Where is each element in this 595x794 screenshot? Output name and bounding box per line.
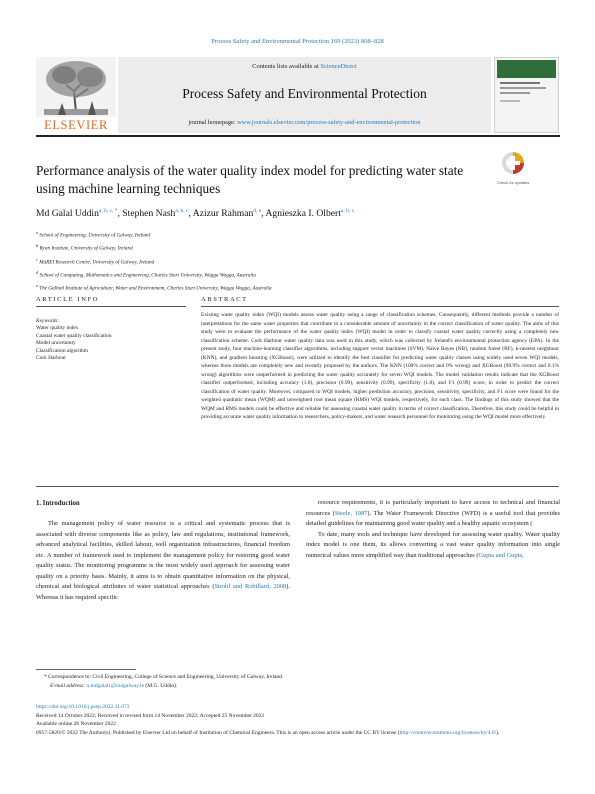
citation-link[interactable]: Gupta and Gupta, [478,551,524,559]
elsevier-wordmark: ELSEVIER [44,118,108,132]
journal-title: Process Safety and Environmental Protection [182,86,427,101]
correspondence-text: * Correspondence to: Civil Engineering, College of Science and Engineering, University of Galway, Ireland. [44,674,284,680]
doi-link[interactable]: https://doi.org/10.1016/j.psep.2022.11.073 [36,704,130,710]
affiliation-item [36,228,556,241]
keyword-item: Water quality index [36,325,79,331]
article-title: Performance analysis of the water quality index model for predicting water state using machine learning techniques [36,163,464,196]
correspondence-footnote [36,673,556,691]
contents-line: Contents lists available at ScienceDirect [252,63,357,70]
received-line: Received 14 October 2022; Received in revised form 14 November 2022; Accepted 25 November 2022 [36,712,265,719]
author-affiliation-marks[interactable]: a, b, c [340,208,355,214]
introduction-column-1 [36,519,290,603]
author-name: Md Galal Uddin [36,208,99,220]
affiliation-list [36,228,556,295]
paragraph: To date, many tools and technique have developed for assessing water quality. Water quality index model is one them, its allows converting a vast water quality information into single numerical values more simplified way than traditional approaches (Gupta and Gupta, [306,530,560,559]
author-affiliation-marks[interactable]: d, e [253,208,262,214]
affiliation-item [36,255,556,268]
affiliation-item [36,281,556,294]
article-info-heading: ARTICLE INFO [36,296,100,303]
license-line: 0957-5820/© 2022 The Author(s). Published by Elsevier Ltd on behalf of Institution of Chemical Engineers. This is an open access article under the CC BY license (http://creativecommons.org/licenses/by/4.0/). [36,729,500,736]
crossmark-label: Check for updates [496,180,530,185]
citation-link[interactable]: Steele, 1987 [334,509,368,517]
cover-banner [497,60,556,78]
abstract-bottom-rule [36,486,559,487]
keywords-heading: Keywords: [36,318,60,324]
available-line: Available online 28 November 2022 [36,721,116,728]
introduction-heading: 1. Introduction [36,500,80,507]
affiliation-mark: c [36,256,38,262]
keywords-list [36,325,186,363]
affiliation-text: School of Computing, Mathematics and Engineering, Charles Sturt University, Wagga Wagga, Australia [39,272,256,279]
homepage-link[interactable]: www.journals.elsevier.com/process-safety-and-environmental-protection [237,119,421,126]
affiliation-text: The Gulbali Institute of Agriculture, Water and Environment, Charles Sturt University, Wagga Wagga, Australia [39,286,272,293]
affiliation-text: Ryan Institute, University of Galway, Ireland [39,246,133,253]
paragraph: The management policy of water resource is a critical and systematic process that is associated with diverse components like as policy, law and regulations, institutional framework, advanced analytical facilities, skilled labour, well organization infrastructures, financial freedom etc. A number of framework used to implement the management policy for restoring good water quality status. The monitoring programme is the most widely used approach for assessing water quality on a priority basis. Mainly, it aims is to obtain quantitative information on the physical, chemical and biological attributes of water statistical approaches (Strobl and Robillard, 2008). Whereas it has required specific [36,520,290,601]
email-link[interactable]: u.mdgalal1@nuigalway.ie [86,683,145,689]
author-name: Azizur Rahman [192,208,254,220]
abstract-text: Existing water quality index (WQI) models assess water quality using a range of classification schemes. Consequently, different methods provide a number of interpretations for the same water properties that contribute to a considerable amount of uncertainty in the correct classification of water quality. The aims of this study were to evaluate the performance of the water quality index (WQI) model in order to classify coastal water quality correctly using a completely new classification scheme. Cork Harbour water quality data was used in this study, which was collected by Ireland's environmental protection agency (EPA). In the present study, four machine-learning classifier algorithms, including support vector machines (SVM), Naïve Bayes (NB), random forest (RF), k-nearest neighbour (KNN), and gradient boosting (XGBoost), were utilized to identify the best classifier for predicting water quality classes using widely used seven WQI models, whereas three models are completely new and recently proposed by the authors. The KNN (100% correct and 0% wrong) and XGBoost (99.9% correct and 0.1% wrong) algorithms were outperformed in predicting the water quality accurately for seven WQI models. The model validation results indicate that the XGBoost classifier outperformed, including accuracy (1.0), precision (0.99), sensitivity (0.99), specificity (1.0), and F1 (0.99) score, in order to predict the correct classification of water quality. Moreover, compared to WQI models, higher prediction accuracy, precision, sensitivity, specificity, and F1 score were found for the weighted quadratic mean (WQM) and unweighted root mean square (RMS) WQI models, respectively, for each class. The findings of this study showed that the WQM and RMS models could be effective and reliable for assessing coastal water quality in terms of correct classification. Therefore, this study could be helpful in providing accurate water quality information to researchers, policy-makers, and water research personnel for monitoring using the WQI model more effectively. [201,312,559,420]
keyword-item: Cork Harbour [36,355,67,361]
header-rule [36,135,560,137]
publication-info [36,703,560,737]
abstract-rule [201,306,559,307]
author-affiliation-marks[interactable]: a, b, c [175,208,189,214]
citation-link[interactable]: Strobl and Robillard, 2008 [214,583,287,590]
keyword-item: Model uncertainty [36,340,76,346]
introduction-column-2 [306,498,560,561]
keyword-item: Classification algorithm [36,347,88,354]
cover-text-lines [500,82,548,112]
email-line: E-mail address: u.mdgalal1@nuigalway.ie (M.G. Uddin). [50,683,178,689]
keyword-item: Coastal water quality classification [36,332,112,339]
crossmark-icon[interactable] [500,150,526,180]
affiliation-item [36,268,556,281]
author-affiliation-marks[interactable]: a, b, c, * [98,208,118,214]
author-name: Agnieszka I. Olbert [265,208,341,220]
homepage-line: journal homepage: www.journals.elsevier.com/process-safety-and-environmental-protection [188,119,421,126]
paragraph: resource requirements, it is particularly important to have access to technical and financial resources (Steele, 1987). The Water Framework Directive (WFD) is a useful tool that provides detailed guidelines for maintaining good water quality and a healthy aquatic ecosystem ( [306,499,561,527]
author-list: Md Galal Uddin$^{a, b, c, *}$, Stephen Nash$^{a, b, c}$, Azizur Rahman$^{d, e}$, Agnieszka I. Olbert$^{a, b, c}$ [36,208,355,220]
affiliation-text: School of Engineering, University of Galway, Ireland [39,232,150,239]
affiliation-mark: b [36,243,39,249]
affiliation-mark: d [36,269,39,275]
affiliation-text: MaREI Research Centre, University of Galway, Ireland [39,259,155,266]
journal-reference[interactable]: Process Safety and Environmental Protection 169 (2023) 808–828 [211,38,384,45]
abstract-heading: ABSTRACT [201,296,248,303]
affiliation-item [36,241,556,254]
affiliation-mark: a [36,230,38,235]
affiliation-mark: e [36,283,38,289]
footnote-rule [36,669,136,670]
license-link[interactable]: http://creativecommons.org/licenses/by/4.0/ [399,729,497,736]
author-name: Stephen Nash [122,208,176,220]
article-info-rule [36,306,186,307]
sciencedirect-link[interactable]: ScienceDirect [320,63,357,70]
